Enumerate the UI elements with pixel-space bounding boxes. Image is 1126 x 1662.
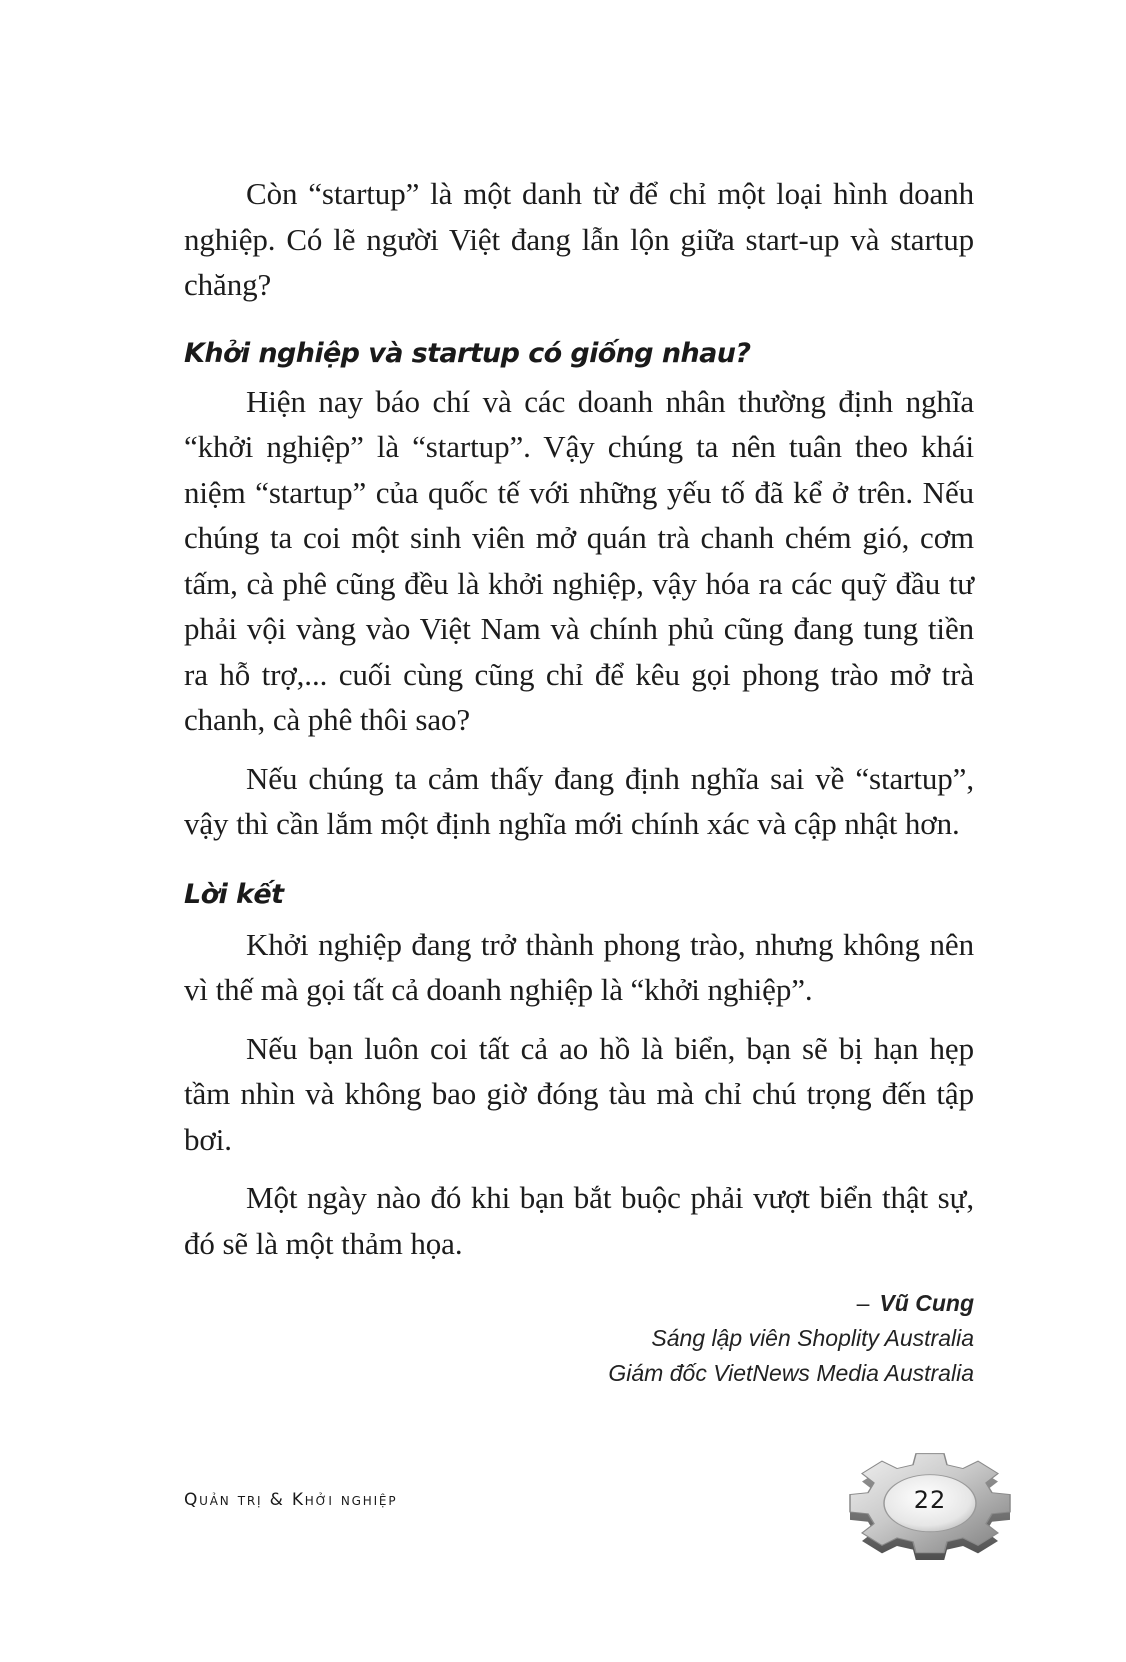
page-number: 22: [913, 1486, 947, 1514]
signature-dash: –: [856, 1290, 870, 1316]
paragraph-2: Hiện nay báo chí và các doanh nhân thường định nghĩa “khởi nghiệp” là “startup”. Vậy chúng ta nên tuân theo khái niệm “startup” của quốc tế với những yếu tố đã kể ở trên. Nếu chúng ta coi một sinh viên mở quán trà chanh chém gió, cơm tấm, cà phê cũng đều là khởi nghiệp, vậy hóa ra các quỹ đầu tư phải vội vàng vào Việt Nam và chính phủ cũng đang tung tiền ra hỗ trợ,... cuối cùng cũng chỉ để kêu gọi phong trào mở trà chanh, cà phê thôi sao?: [184, 383, 974, 737]
section-heading-1: Khởi nghiệp và startup có giống nhau?: [184, 337, 751, 369]
paragraph-4: Khởi nghiệp đang trở thành phong trào, nhưng không nên vì thế mà gọi tất cả doanh nghiệp là “khởi nghiệp”.: [184, 926, 974, 1007]
running-footer-title: Quản trị & Khởi nghiệp: [184, 1490, 398, 1510]
paragraph-1: Còn “startup” là một danh từ để chỉ một loại hình doanh nghiệp. Có lẽ người Việt đang lẫn lộn giữa start-up và startup chăng?: [184, 176, 974, 302]
author-name: Vũ Cung: [879, 1290, 974, 1316]
section-heading-2: Lời kết: [184, 878, 284, 910]
page-number-badge: [848, 1448, 1012, 1560]
author-role-2: Giám đốc VietNews Media Australia: [608, 1360, 974, 1386]
author-signature: [184, 1286, 974, 1391]
paragraph-6: Một ngày nào đó khi bạn bắt buộc phải vượt biển thật sự, đó sẽ là một thảm họa.: [184, 1180, 974, 1261]
author-role-1: Sáng lập viên Shoplity Australia: [651, 1325, 974, 1351]
text-column: [184, 171, 974, 1391]
paragraph-5: Nếu bạn luôn coi tất cả ao hồ là biển, bạn sẽ bị hạn hẹp tầm nhìn và không bao giờ đóng tàu mà chỉ chú trọng đến tập bơi.: [184, 1030, 974, 1157]
paragraph-3: Nếu chúng ta cảm thấy đang định nghĩa sai về “startup”, vậy thì cần lắm một định nghĩa mới chính xác và cập nhật hơn.: [184, 760, 974, 841]
author-name-line: [184, 1286, 974, 1321]
